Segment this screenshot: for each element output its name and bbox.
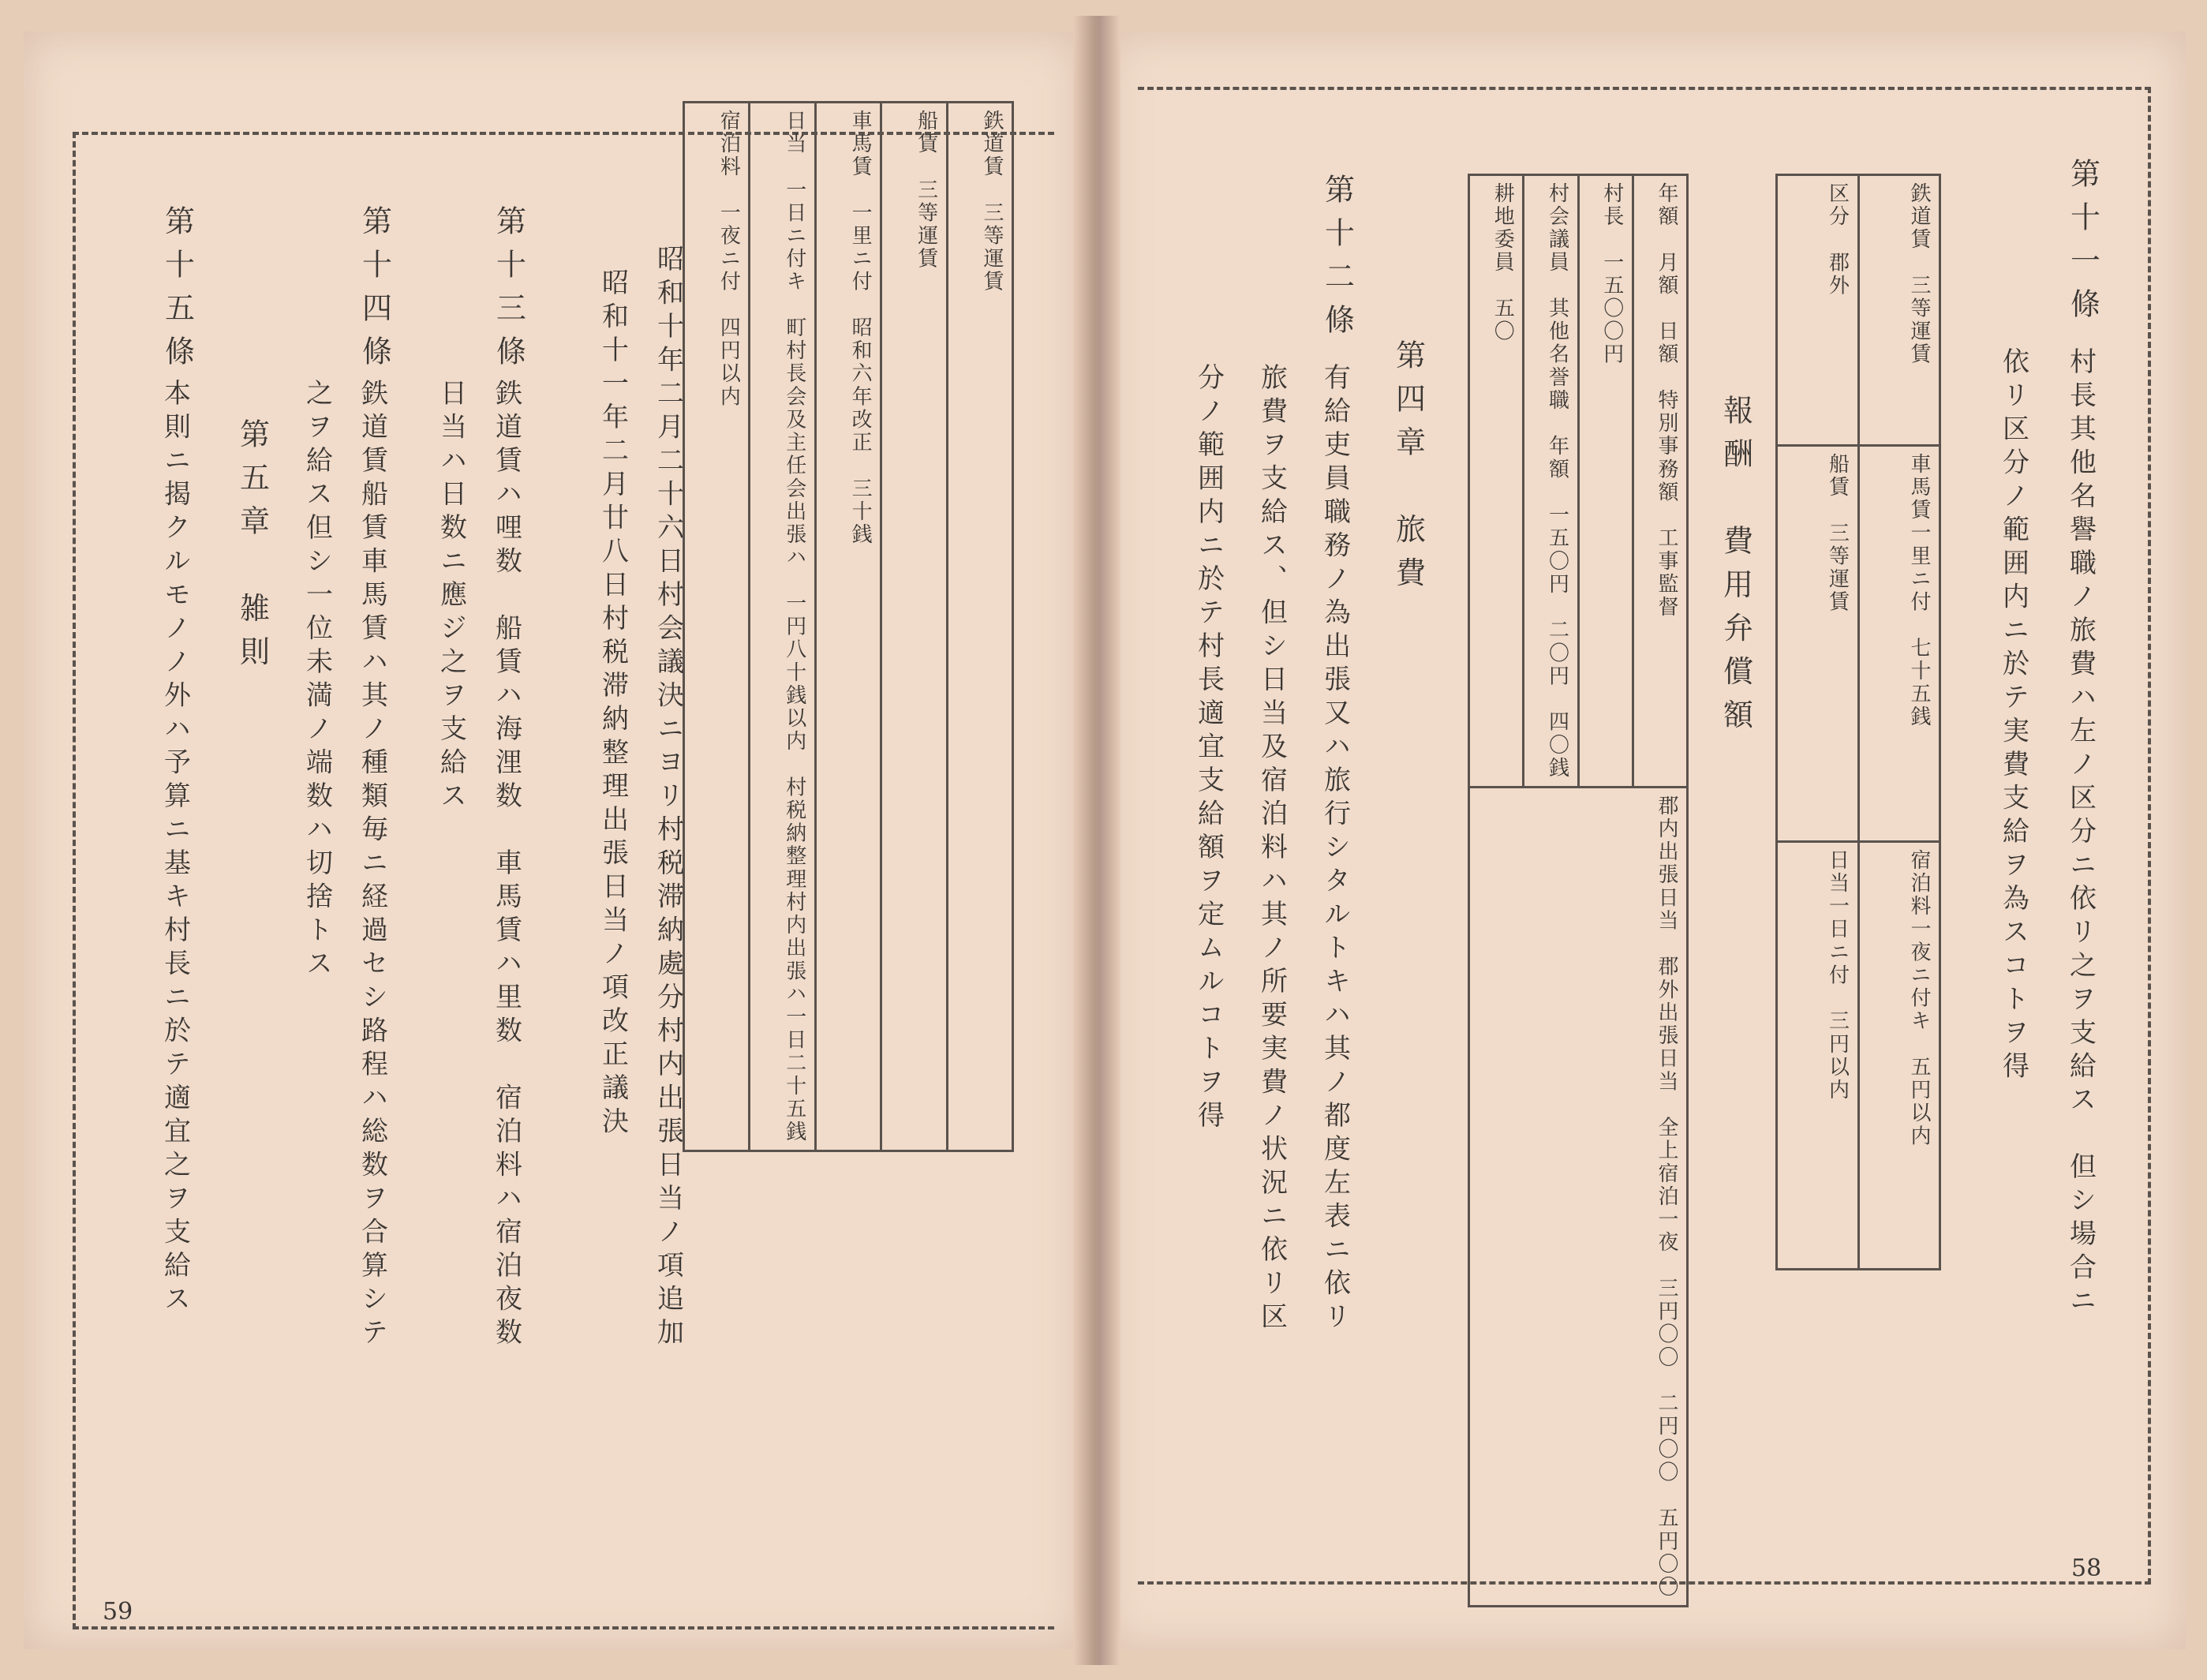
table-cell: 三等運賃 [1825, 522, 1850, 615]
article-13-line: 鉄道賃ハ哩数 船賃ハ海浬数 車馬賃ハ里数 宿泊料ハ宿泊夜数 [490, 379, 522, 1352]
reward-table-footer [1469, 788, 1688, 1607]
table-header: 車馬賃 [848, 110, 873, 179]
fare-table-cell [684, 103, 750, 1151]
table-header: 日当 [782, 110, 806, 156]
amend-line: 昭和十一年二月廿八日村税滞納整理出張日当ノ項改正議決 [597, 268, 629, 1140]
article-12-heading: 第十二條 [1319, 174, 1355, 348]
table-cell: 一夜ニ付 四円以内 [716, 201, 741, 409]
table-header: 耕地委員 [1491, 182, 1515, 275]
article-14-heading: 第十四條 [357, 205, 392, 380]
table-header: 船賃 [1825, 453, 1850, 500]
table-note: 郡外出張日当 [1655, 956, 1678, 1094]
fare-table-cell [815, 103, 881, 1151]
travel-table-col [1777, 446, 1859, 842]
article-14-line: 鉄道賃船賃車馬賃ハ其ノ種類毎ニ経過セシ路程ハ総数ヲ合算シテ [356, 379, 388, 1352]
chapter-4-heading: 第四章 旅費 [1390, 339, 1426, 601]
table-header: 村長 [1599, 182, 1624, 229]
article-11-heading: 第十一條 [2065, 158, 2100, 332]
travel-table-col [1777, 175, 1859, 446]
table-note: 工事監督 [1655, 526, 1678, 619]
table-cell: 二〇円 [1545, 619, 1569, 688]
fare-table-left [683, 101, 1014, 1152]
table-note: 車馬賃一里ニ付 [1907, 453, 1931, 615]
article-13-line: 日当ハ日数ニ應ジ之ヲ支給ス [435, 379, 467, 815]
table-header: 鉄道賃 [1907, 182, 1931, 252]
table-cell: 三等運賃 [914, 178, 938, 271]
table-cell: 郡外 [1825, 251, 1850, 297]
reward-table-col [1524, 175, 1578, 788]
table-note: 三円〇〇 [1655, 1277, 1678, 1370]
table-cell: 三等運賃 [980, 201, 1004, 294]
table-cell: 年額 [1545, 435, 1569, 481]
table-cell: 一五〇円 [1545, 503, 1569, 597]
travel-table-col [1858, 842, 1940, 1270]
article-15-line: 本則ニ揭クルモノノ外ハ予算ニ基キ村長ニ於テ適宜之ヲ支給ス [159, 379, 191, 1318]
table-cell: 三円以内 [1825, 1010, 1850, 1102]
table-note: 二円〇〇 [1655, 1392, 1678, 1484]
reward-table [1468, 174, 1689, 1607]
table-note: 日当一日ニ付 [1825, 849, 1850, 988]
table-note: 郡内出張日当 [1655, 795, 1678, 933]
table-note: 五円〇〇 [1655, 1506, 1678, 1600]
article-11-line: 依リ区分ノ範囲内ニ於テ実費支給ヲ為スコトヲ得 [1997, 347, 2029, 1085]
table-cell: 七十五銭 [1907, 637, 1931, 729]
table-note: 全上宿泊一夜 [1655, 1116, 1678, 1255]
table-cell: 五〇 [1491, 297, 1515, 343]
article-12-line: 有給吏員職務ノ為出張又ハ旅行シタルトキハ其ノ都度左表ニ依リ [1319, 363, 1351, 1336]
fare-table-cell [947, 103, 1012, 1151]
article-12-line: 旅費ヲ支給ス、但シ日当及宿泊料ハ其ノ所要実費ノ状況ニ依リ区 [1255, 363, 1288, 1336]
article-14-line: 之ヲ給ス但シ一位未満ノ端数ハ切捨トス [301, 379, 333, 982]
reward-table-col [1578, 175, 1633, 788]
table-cell: 一五〇〇円 [1599, 251, 1624, 366]
page-number-right: 58 [2071, 1555, 2102, 1582]
article-15-heading: 第十五條 [159, 205, 195, 380]
table-header: 鉄道賃 [980, 110, 1004, 179]
article-13-heading: 第十三條 [491, 205, 526, 380]
table-cell: 一日ニ付キ 町村長会及主任会出張ハ 一円八十銭以内 村税納整理村内出張ハ一日二十五銭 [782, 178, 806, 1144]
table-cell: 四〇銭 [1545, 710, 1569, 780]
table-cell: 五円以内 [1907, 1056, 1931, 1148]
table-cell: 三等運賃 [1907, 274, 1931, 366]
travel-table-col [1777, 842, 1859, 1270]
reward-title: 報酬 費用弁償額 [1718, 395, 1753, 743]
left-page-content [24, 32, 1081, 1649]
article-11-line: 村長其他名譽職ノ旅費ハ左ノ区分ニ依リ之ヲ支給ス 但シ場合ニ [2064, 347, 2097, 1320]
table-cell: 一里ニ付 昭和六年改正 三十銭 [848, 201, 873, 547]
page-number-left: 59 [103, 1598, 133, 1626]
fare-table-cell [750, 103, 815, 1151]
reward-table-col [1469, 175, 1524, 788]
chapter-5-heading: 第五章 雑則 [234, 418, 270, 679]
table-note: 月額 [1655, 251, 1678, 297]
travel-table [1775, 174, 1941, 1270]
travel-table-col [1858, 446, 1940, 842]
travel-table-col [1858, 175, 1940, 446]
table-note: 宿泊料一夜ニ付キ [1907, 849, 1931, 1034]
table-note: 特別事務額 [1655, 389, 1678, 504]
table-note: 年額 [1655, 182, 1678, 229]
fare-table-cell [881, 103, 947, 1151]
table-header: 村会議員 其他名誉職 [1545, 182, 1569, 413]
reward-table-col [1633, 175, 1687, 788]
table-header: 宿泊料 [716, 110, 741, 179]
table-header: 区分 [1825, 182, 1850, 229]
amend-line: 昭和十年二月二十六日村会議決ニヨリ村税滞納處分村内出張日当ノ項追加 [652, 245, 684, 1352]
table-header: 船賃 [914, 110, 938, 156]
article-12-line: 分ノ範囲内ニ於テ村長適宜支給額ヲ定ムルコトヲ得 [1192, 363, 1225, 1135]
table-note: 日額 [1655, 320, 1678, 366]
right-page-content [1105, 32, 2186, 1649]
